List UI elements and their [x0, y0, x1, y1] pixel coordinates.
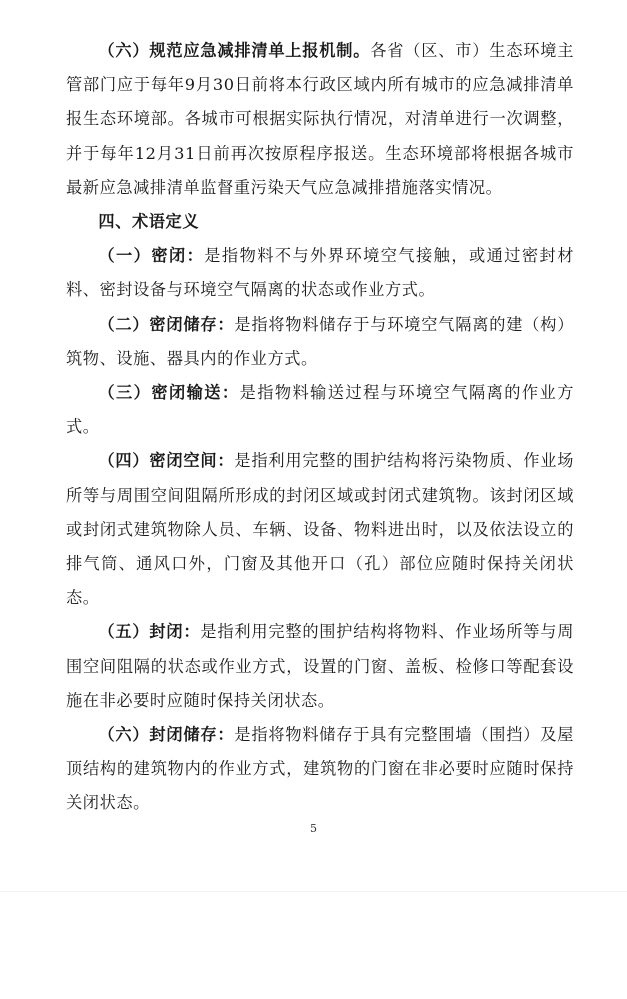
definition-term: （五）封闭：	[98, 622, 201, 642]
definition-text: 是指利用完整的围护结构将物料、作业场所等与周围空间阻隔的状态或作业方式，设置的门窗、盖板、检修口等配套设施在非必要时应随时保持关闭状态。	[66, 622, 574, 710]
paragraph-term: （六）规范应急减排清单上报机制。	[98, 41, 371, 60]
definition-term: （二）密闭储存：	[98, 314, 235, 334]
definition-item	[66, 239, 574, 307]
paragraph-text: 各省（区、市）生态环境主管部门应于每年9月30日前将本行政区域内所有城市的应急减排清单报生态环境部。各城市可根据实际执行情况，对清单进行一次调整，并于每年12月31日前再次按原程序报送。生态环境部将根据各城市最新应急减排清单监督重污染天气应急减排措施落实情况。	[66, 41, 574, 197]
section-heading: 四、术语定义	[98, 212, 200, 232]
definition-item	[66, 615, 574, 718]
definition-item	[66, 376, 574, 444]
definition-term: （三）密闭输送：	[98, 383, 240, 403]
definition-text: 是指将物料储存于与环境空气隔离的建（构）筑物、设施、器具内的作业方式。	[66, 314, 574, 368]
page-divider	[0, 891, 627, 892]
definition-term: （六）封闭储存：	[98, 725, 235, 745]
page-number: 5	[310, 822, 317, 835]
definition-text: 是指利用完整的围护结构将污染物质、作业场所等与周围空间阻隔所形成的封闭区域或封闭式建筑物。该封闭区域或封闭式建筑物除人员、车辆、设备、物料进出时，以及依法设立的排气筒、通风口外，门窗及其他开口（孔）部位应随时保持关闭状态。	[66, 451, 574, 608]
definition-item	[66, 444, 574, 615]
definition-term: （一）密闭：	[98, 246, 205, 266]
definition-text: 是指物料不与外界环境空气接触，或通过密封材料、密封设备与环境空气隔离的状态或作业方式。	[66, 246, 574, 300]
definition-item	[66, 718, 574, 821]
page-content	[66, 34, 574, 821]
paragraph-reporting-mechanism	[66, 34, 574, 205]
definition-item	[66, 308, 574, 376]
definition-term: （四）密闭空间：	[98, 451, 235, 471]
definition-text: 是指物料输送过程与环境空气隔离的作业方式。	[66, 383, 574, 437]
definition-text: 是指将物料储存于具有完整围墙（围挡）及屋顶结构的建筑物内的作业方式，建筑物的门窗在非必要时应随时保持关闭状态。	[66, 725, 574, 813]
